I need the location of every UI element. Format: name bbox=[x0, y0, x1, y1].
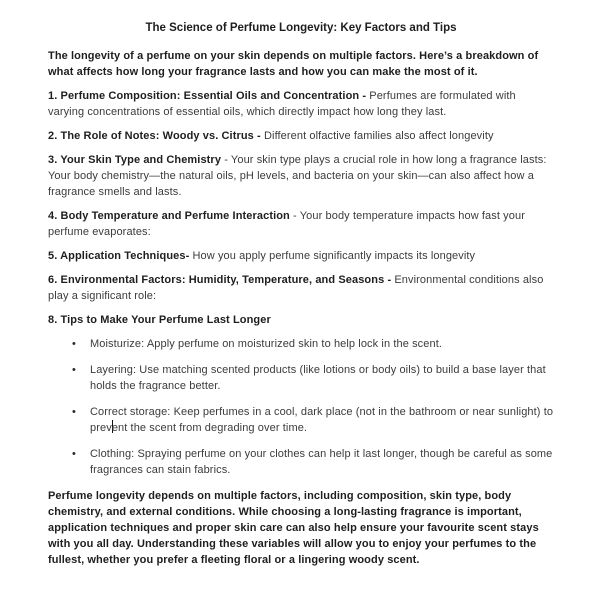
section-body-6: Environmental conditions also play a significant role: bbox=[48, 274, 544, 302]
section-paragraph-3[interactable] bbox=[48, 152, 554, 200]
bullet-text bbox=[90, 404, 554, 436]
closing-paragraph[interactable]: Perfume longevity depends on multiple factors, including composition, skin type, body chemistry, and external conditions. While choosing a long-lasting fragrance is important, application techniques and proper skin care can also help ensure your favourite scent stays with you all day. Understanding these variables will allow you to enjoy your perfumes to the fullest, whether you prefer a fleeting floral or a lingering woody scent. bbox=[48, 490, 539, 566]
section-body-4: - Your body temperature impacts how fast your perfume evaporates: bbox=[48, 210, 525, 238]
list-item[interactable] bbox=[48, 404, 554, 436]
section-heading-6: 6. Environmental Factors: Humidity, Temperature, and Seasons - bbox=[48, 274, 392, 286]
section-paragraph-2[interactable] bbox=[48, 128, 554, 144]
section-body-5: How you apply perfume significantly impacts its longevity bbox=[189, 250, 476, 262]
section-heading-4: 4. Body Temperature and Perfume Interaction bbox=[48, 210, 290, 222]
bullet-text-before-caret: Correct storage: Keep perfumes in a cool, dark place (not in the bathroom or near sunlight) to prev bbox=[90, 406, 554, 434]
tips-heading[interactable]: 8. Tips to Make Your Perfume Last Longer bbox=[48, 314, 271, 326]
section-heading-2: 2. The Role of Notes: Woody vs. Citrus - bbox=[48, 130, 261, 142]
section-body-1: Perfumes are formulated with varying concentrations of essential oils, which directly impact how long they last. bbox=[48, 90, 516, 118]
bullet-icon: • bbox=[72, 448, 76, 460]
list-item[interactable] bbox=[48, 362, 554, 394]
bullet-icon: • bbox=[72, 338, 76, 350]
section-paragraph-6[interactable] bbox=[48, 272, 554, 304]
bullet-icon: • bbox=[72, 406, 76, 418]
section-paragraph-4[interactable] bbox=[48, 208, 554, 240]
section-heading-3: 3. Your Skin Type and Chemistry bbox=[48, 154, 222, 166]
bullet-icon: • bbox=[72, 364, 76, 376]
section-body-3: - Your skin type plays a crucial role in how long a fragrance lasts: Your body chemistry—the natural oils, pH levels, and bacteria on your skin—can also affect how a fragrance smells and lasts. bbox=[48, 154, 547, 198]
section-body-2: Different olfactive families also affect longevity bbox=[260, 130, 494, 142]
list-item[interactable] bbox=[48, 336, 554, 352]
bullet-text-after-caret: ent the scent from degrading over time. bbox=[111, 422, 308, 434]
list-item[interactable] bbox=[48, 446, 554, 478]
bullet-text: Clothing: Spraying perfume on your clothes can help it last longer, though be careful as some fragrances can stain fabrics. bbox=[90, 448, 553, 476]
section-heading-5: 5. Application Techniques- bbox=[48, 250, 190, 262]
document-title[interactable]: The Science of Perfume Longevity: Key Factors and Tips bbox=[145, 22, 457, 34]
section-heading-1: 1. Perfume Composition: Essential Oils and Concentration - bbox=[48, 90, 367, 102]
section-paragraph-5[interactable] bbox=[48, 248, 554, 264]
bullet-text: Moisturize: Apply perfume on moisturized skin to help lock in the scent. bbox=[90, 338, 443, 350]
bullet-text: Layering: Use matching scented products (like lotions or body oils) to build a base layer that holds the fragrance better. bbox=[90, 364, 546, 392]
intro-paragraph[interactable]: The longevity of a perfume on your skin depends on multiple factors. Here’s a breakdown of what affects how long your fragrance lasts and how you can make the most of it. bbox=[48, 50, 539, 78]
section-paragraph-1[interactable] bbox=[48, 88, 554, 120]
tips-list bbox=[48, 336, 554, 478]
